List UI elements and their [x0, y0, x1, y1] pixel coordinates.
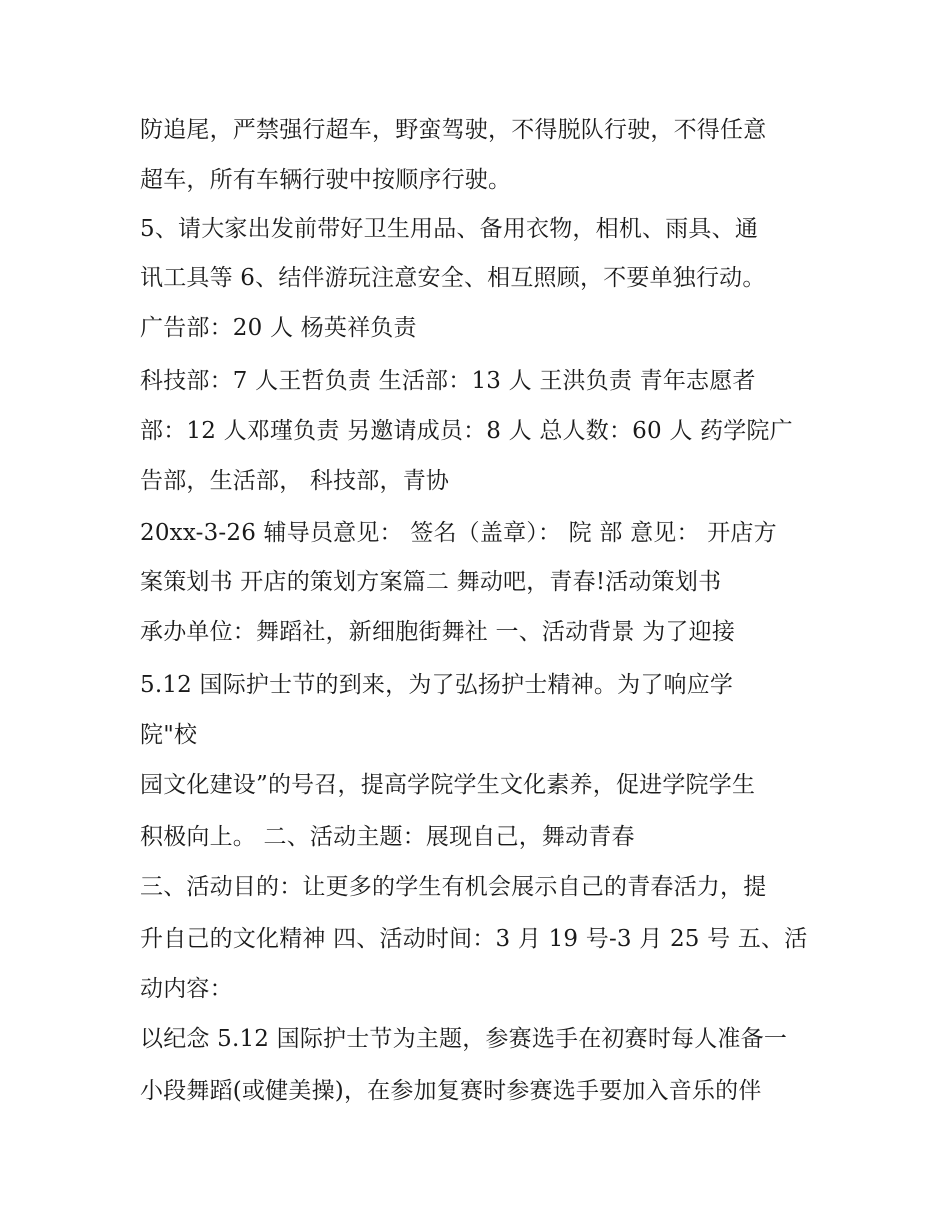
text-line: 20xx-3-26 辅导员意见： 签名（盖章）： 院 部 意见： 开店方	[140, 520, 777, 546]
text-line: 以纪念 5.12 国际护士节为主题，参赛选手在初赛时每人准备一	[140, 1026, 788, 1052]
text-line: 动内容：	[140, 976, 233, 1002]
text-line: 院"校	[140, 722, 198, 748]
text-line: 部：12 人邓瑾负责 另邀请成员：8 人 总人数：60 人 药学院广	[140, 418, 793, 444]
text-line: 5、请大家出发前带好卫生用品、备用衣物，相机、雨具、通	[140, 216, 759, 242]
text-line: 超车，所有车辆行驶中按顺序行驶。	[140, 167, 512, 193]
text-line: 防追尾，严禁强行超车，野蛮驾驶，不得脱队行驶，不得任意	[140, 117, 767, 143]
text-line: 告部，生活部， 科技部，青协	[140, 468, 450, 494]
text-line: 5.12 国际护士节的到来，为了弘扬护士精神。为了响应学	[140, 672, 734, 698]
text-line: 积极向上。 二、活动主题：展现自己，舞动青春	[140, 824, 635, 850]
text-line: 承办单位：舞蹈社，新细胞街舞社 一、活动背景 为了迎接	[140, 619, 736, 645]
text-line: 升自己的文化精神 四、活动时间：3 月 19 号-3 月 25 号 五、活	[140, 926, 808, 952]
text-line: 讯工具等 6、结伴游玩注意安全、相互照顾，不要单独行动。	[140, 265, 766, 291]
text-line: 科技部：7 人王哲负责 生活部：13 人 王洪负责 青年志愿者	[140, 368, 756, 394]
text-line: 园文化建设”的号召，提高学院学生文化素养，促进学院学生	[140, 772, 756, 798]
text-line: 三、活动目的：让更多的学生有机会展示自己的青春活力，提	[140, 874, 767, 900]
text-line: 小段舞蹈(或健美操)，在参加复赛时参赛选手要加入音乐的伴	[140, 1078, 762, 1104]
text-line: 广告部：20 人 杨英祥负责	[140, 315, 417, 341]
text-line: 案策划书 开店的策划方案篇二 舞动吧，青春!活动策划书	[140, 569, 722, 595]
